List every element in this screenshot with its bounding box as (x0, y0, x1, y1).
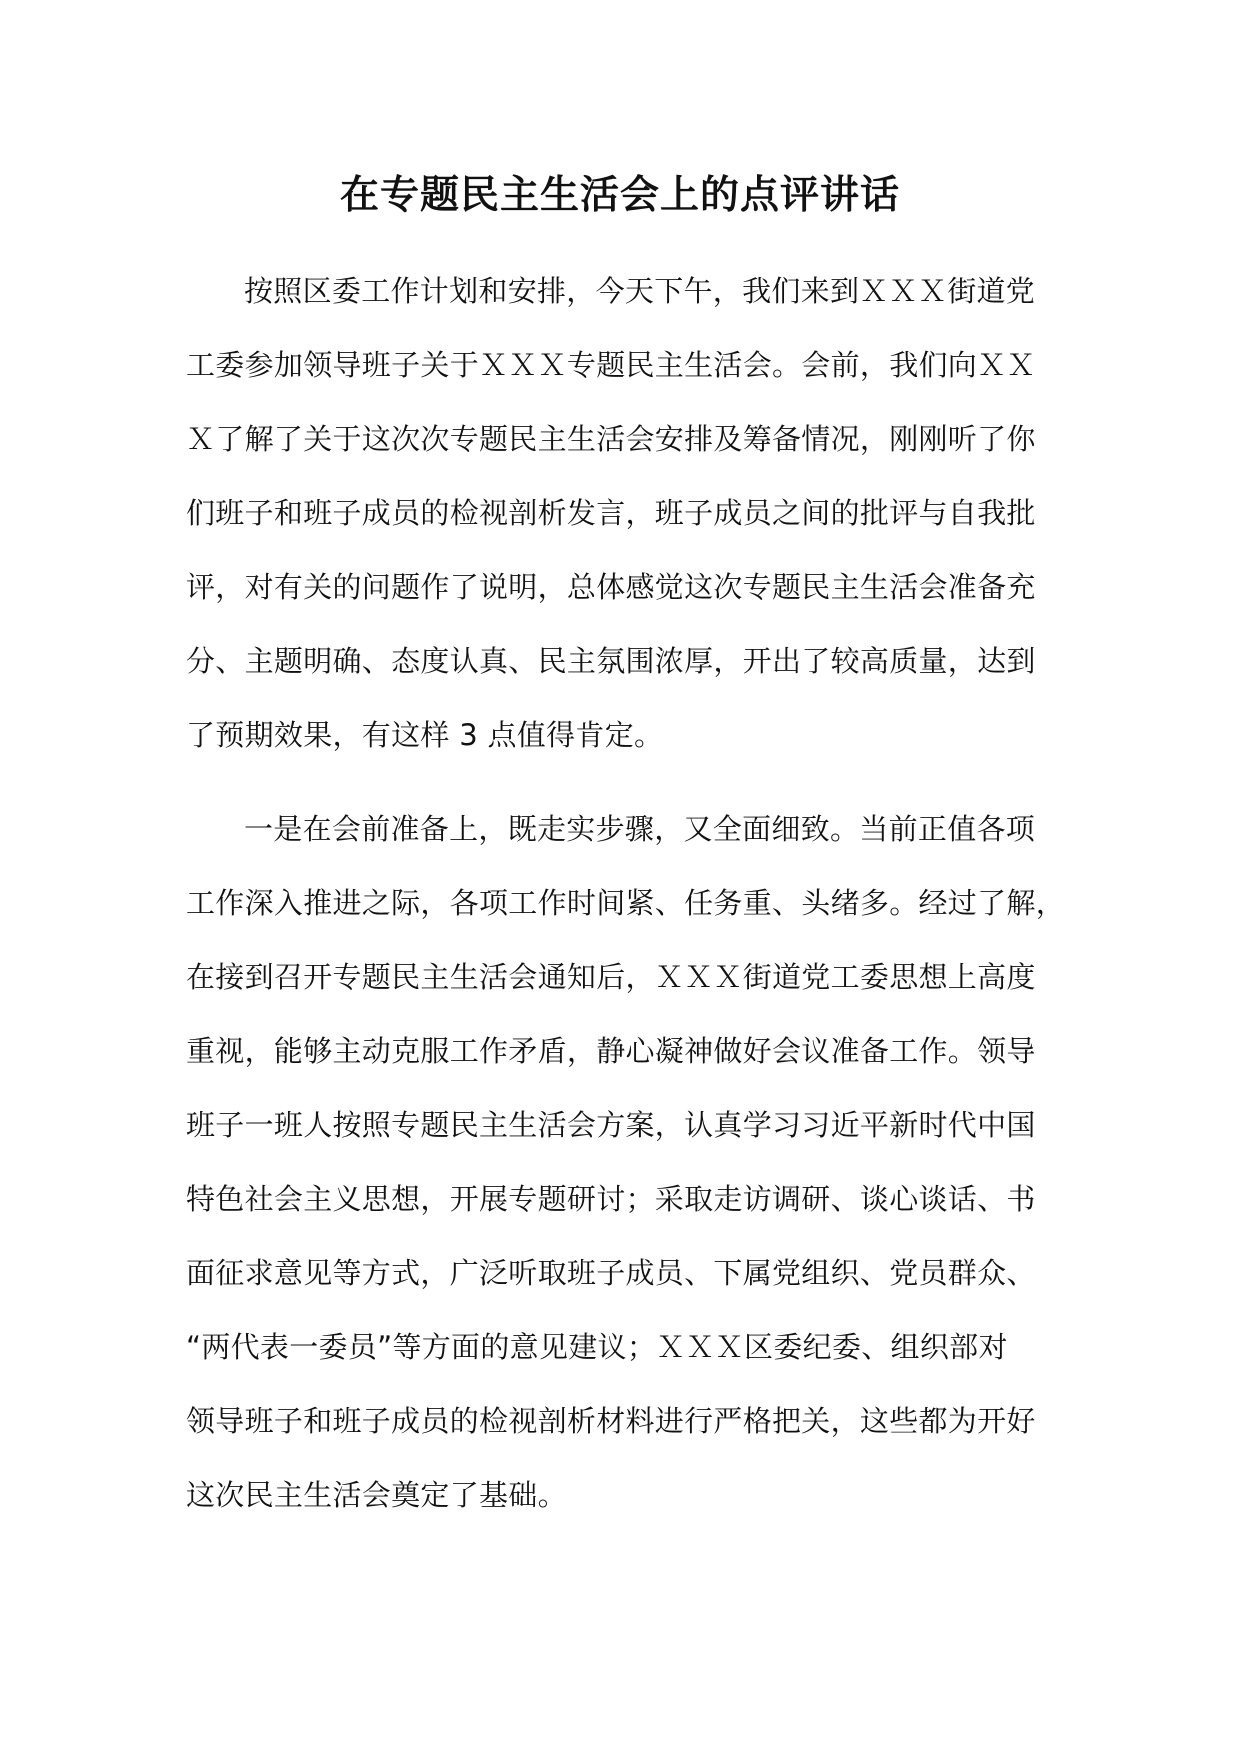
document-body (186, 254, 1066, 1532)
paragraph-1 (186, 254, 1056, 772)
paragraph-line: “两代表一委员”等方面的意见建议；ＸＸＸ区委纪委、组织部对 (186, 1330, 1008, 1364)
paragraph-line: 按照区委工作计划和安排，今天下午，我们来到ＸＸＸ街道党 (244, 274, 1036, 308)
paragraph-line: 班子一班人按照专题民主生活会方案，认真学习习近平新时代中国 (186, 1108, 1036, 1142)
paragraph-line: Ｘ了解了关于这次次专题民主生活会安排及筹备情况，刚刚听了你 (186, 422, 1036, 456)
paragraph-line: 工委参加领导班子关于ＸＸＸ专题民主生活会。会前，我们向ＸＸ (186, 348, 1036, 382)
document-title: 在专题民主生活会上的点评讲话 (339, 173, 900, 218)
paragraph-2 (186, 792, 1066, 1532)
paragraph-spacer (186, 772, 1056, 792)
paragraph-line: 重视，能够主动克服工作矛盾，静心凝神做好会议准备工作。领导 (186, 1034, 1036, 1068)
paragraph-line: 特色社会主义思想，开展专题研讨；采取走访调研、谈心谈话、书 (186, 1182, 1036, 1216)
paragraph-line: 一是在会前准备上，既走实步骤，又全面细致。当前正值各项 (244, 812, 1036, 846)
paragraph-line: 评，对有关的问题作了说明，总体感觉这次专题民主生活会准备充 (186, 570, 1036, 604)
paragraph-line: 这次民主生活会奠定了基础。 (186, 1478, 567, 1512)
paragraph-line: 分、主题明确、态度认真、民主氛围浓厚，开出了较高质量，达到 (186, 644, 1036, 678)
paragraph-line: 领导班子和班子成员的检视剖析材料进行严格把关，这些都为开好 (186, 1404, 1036, 1438)
paragraph-line: 们班子和班子成员的检视剖析发言，班子成员之间的批评与自我批 (186, 496, 1036, 530)
paragraph-line: 工作深入推进之际，各项工作时间紧、任务重、头绪多。经过了解， (186, 886, 1066, 920)
paragraph-line: 面征求意见等方式，广泛听取班子成员、下属党组织、党员群众、 (186, 1256, 1036, 1290)
paragraph-line: 了预期效果，有这样 3 点值得肯定。 (186, 718, 664, 752)
paragraph-line: 在接到召开专题民主生活会通知后，ＸＸＸ街道党工委思想上高度 (186, 960, 1036, 994)
